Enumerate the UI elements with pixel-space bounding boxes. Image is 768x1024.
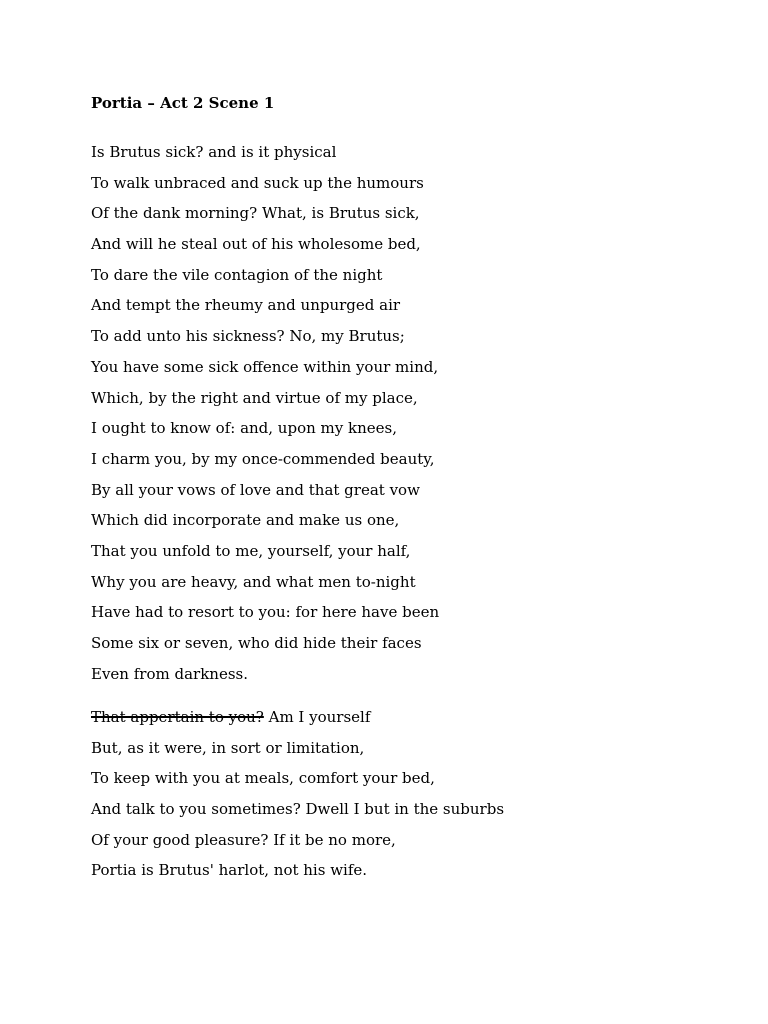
verse-line: Have had to resort to you: for here have been [91, 603, 440, 622]
verse-line: I ought to know of: and, upon my knees, [91, 419, 397, 438]
struck-through-text: That appertain to you? [91, 708, 264, 726]
verse-line: Portia is Brutus' harlot, not his wife. [91, 861, 368, 880]
verse-line: But, as it were, in sort or limitation, [91, 738, 365, 757]
verse-line: Why you are heavy, and what men to-night [91, 572, 416, 591]
verse-line: That you unfold to me, yourself, your half, [91, 541, 411, 560]
verse-line: Of the dank morning? What, is Brutus sick, [91, 204, 420, 223]
verse-line-rest: Am I yourself [263, 708, 371, 726]
verse-line: Of your good pleasure? If it be no more, [91, 830, 396, 849]
document-title: Portia – Act 2 Scene 1 [91, 94, 275, 112]
verse-line: I charm you, by my once-commended beauty, [91, 449, 435, 468]
verse-line: Even from darkness. [91, 664, 248, 683]
stanza-2 [91, 702, 504, 886]
stanza-1 [91, 137, 439, 689]
verse-line: To dare the vile contagion of the night [91, 265, 383, 284]
verse-line [91, 702, 504, 733]
verse-line: You have some sick offence within your mind, [91, 357, 439, 376]
verse-line: To add unto his sickness? No, my Brutus; [91, 327, 405, 346]
verse-line: By all your vows of love and that great vow [91, 480, 420, 499]
verse-line: Is Brutus sick? and is it physical [91, 143, 337, 161]
verse-line: Some six or seven, who did hide their faces [91, 634, 422, 652]
verse-line: And tempt the rheumy and unpurged air [91, 296, 401, 315]
verse-line: Which did incorporate and make us one, [91, 511, 400, 530]
verse-line: And talk to you sometimes? Dwell I but in the suburbs [91, 800, 505, 819]
verse-line: Which, by the right and virtue of my place, [91, 388, 418, 407]
verse-line: To walk unbraced and suck up the humours [91, 173, 424, 192]
verse-line: And will he steal out of his wholesome bed, [91, 235, 421, 254]
verse-line: To keep with you at meals, comfort your bed, [91, 769, 435, 788]
